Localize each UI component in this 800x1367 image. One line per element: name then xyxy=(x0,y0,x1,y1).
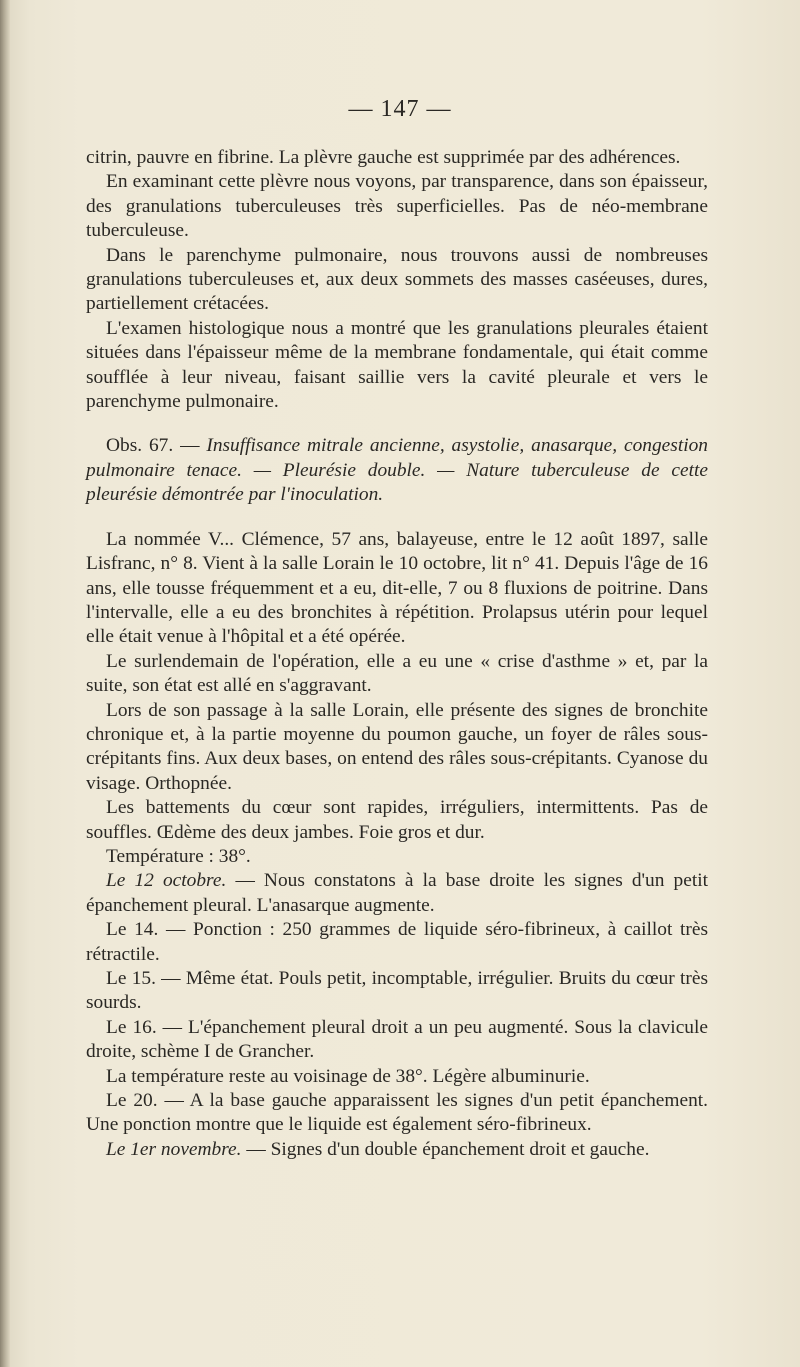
paragraph-pleura-exam: En examinant cette plèvre nous voyons, par transparence, dans son épaisseur, des granulations tuberculeuses très superficielles. Pas de néo-membrane tuberculeuse. xyxy=(86,171,708,242)
entry-15: Le 15. — Même état. Pouls petit, incomptable, irrégulier. Bruits du cœur très sourds. xyxy=(86,968,708,1014)
paragraph-adhesions: citrin, pauvre en fibrine. La plèvre gauche est supprimée par des adhérences. xyxy=(86,147,681,168)
entry-16: Le 16. — L'épanchement pleural droit a un peu augmenté. Sous la clavicule droite, schème I de Grancher. xyxy=(86,1016,708,1063)
entry-date: Le 12 octobre. xyxy=(106,870,227,892)
page-binding-edge xyxy=(0,0,10,1367)
entry-20: Le 20. — A la base gauche apparaissent les signes d'un petit épanchement. Une ponction montre que le liquide est également séro-fibrineux. xyxy=(86,1090,708,1136)
page-number: — 147 — xyxy=(348,96,452,122)
paragraph-parenchyma-text: Dans le parenchyme pulmonaire, nous trouvons aussi de nombreuses granulations tuberculeuses et, aux deux sommets des masses caséeuses, dures, partiellement crétacées. xyxy=(86,244,708,315)
entry-12-october xyxy=(86,869,708,918)
observation-label: Obs. 67. — xyxy=(106,435,207,457)
entry-date: Le 1er novembre. xyxy=(106,1138,242,1160)
entry-temperature: La température reste au voisinage de 38°. Légère albuminurie. xyxy=(106,1065,590,1087)
paragraph-histology: L'examen histologique nous a montré que les granulations pleurales étaient situées dans l'épaisseur même de la membrane fondamentale, qui était comme soufflée à leur niveau, faisant saillie vers la cavité pleurale et vers le parenchyme pulmonaire. xyxy=(86,317,708,413)
case-paragraph-temperature: Température : 38°. xyxy=(106,845,251,867)
observation-heading xyxy=(86,434,708,507)
case-paragraph-admission: La nommée V... Clémence, 57 ans, balayeuse, entre le 12 août 1897, salle Lisfranc, n° 8. Vient à la salle Lorain le 10 octobre, lit n° 41. Depuis l'âge de 16 ans, elle tousse fréquemment et a eu, dit-elle, 7 ou 8 fluxions de poitrine. Dans l'intervalle, elle a eu des bronchites à répétition. Prolapsus utérin pour lequel elle était venue à l'hôpital et a été opérée. xyxy=(86,528,708,648)
case-paragraph-heart: Les battements du cœur sont rapides, irréguliers, intermittents. Pas de souffles. Œdème des deux jambes. Foie gros et dur. xyxy=(86,797,708,843)
entry-14: Le 14. — Ponction : 250 grammes de liquide séro-fibrineux, à caillot très rétractile. xyxy=(86,919,708,965)
entry-text: — Signes d'un double épanchement droit et gauche. xyxy=(241,1138,650,1160)
case-paragraph-asthma: Le surlendemain de l'opération, elle a eu une « crise d'asthme » et, par la suite, son état est allé en s'aggravant. xyxy=(86,650,708,697)
observation-title: Insuffisance mitrale ancienne, asystolie, anasarque, congestion pulmonaire tenace. — Pleurésie double. — Nature tuberculeuse de cette pleurésie démontrée par l'inoculation. xyxy=(86,435,709,506)
entry-1-november xyxy=(86,1138,708,1162)
entry-text: — Nous constatons à la base droite les signes d'un petit épanchement pleural. L'anasarque augmente. xyxy=(86,870,708,916)
case-paragraph-lorain: Lors de son passage à la salle Lorain, elle présente des signes de bronchite chronique et, à la partie moyenne du poumon gauche, un foyer de râles sous-crépitants fins. Aux deux bases, on entend des râles sous-crépitants. Cyanose du visage. Orthopnée. xyxy=(86,699,708,794)
paragraph-parenchyma xyxy=(86,244,708,317)
page-body xyxy=(86,146,708,1162)
